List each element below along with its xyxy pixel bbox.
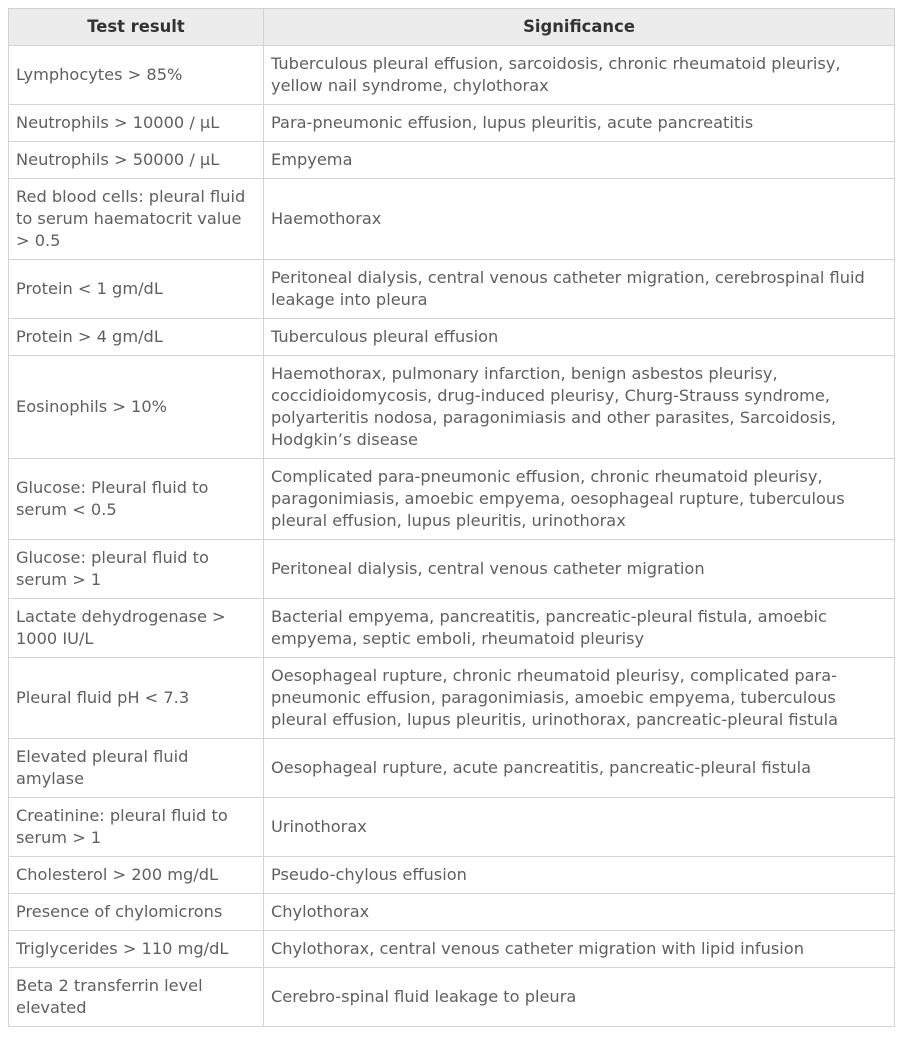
test-result-cell: Cholesterol > 200 mg/dL [9,857,264,894]
table-row [9,319,895,356]
table-row [9,931,895,968]
significance-cell: Empyema [264,142,895,179]
table-row [9,599,895,658]
test-result-cell: Lymphocytes > 85% [9,46,264,105]
significance-cell: Para-pneumonic effusion, lupus pleuritis, acute pancreatitis [264,105,895,142]
table-row [9,798,895,857]
table-header-row [9,9,895,46]
test-result-cell: Glucose: Pleural fluid to serum < 0.5 [9,459,264,540]
significance-cell: Chylothorax, central venous catheter migration with lipid infusion [264,931,895,968]
test-result-cell: Protein < 1 gm/dL [9,260,264,319]
significance-cell: Oesophageal rupture, chronic rheumatoid pleurisy, complicated para-pneumonic effusion, paragonimiasis, amoebic empyema, tuberculous pleural effusion, lupus pleuritis, urinothorax, pancreatic-pleural fistula [264,658,895,739]
significance-cell: Peritoneal dialysis, central venous catheter migration [264,540,895,599]
table-row [9,142,895,179]
significance-cell: Complicated para-pneumonic effusion, chronic rheumatoid pleurisy, paragonimiasis, amoebic empyema, oesophageal rupture, tuberculous pleural effusion, lupus pleuritis, urinothorax [264,459,895,540]
significance-cell: Bacterial empyema, pancreatitis, pancreatic-pleural fistula, amoebic empyema, septic emboli, rheumatoid pleurisy [264,599,895,658]
table-row [9,857,895,894]
significance-cell: Peritoneal dialysis, central venous catheter migration, cerebrospinal fluid leakage into pleura [264,260,895,319]
table-container [8,8,894,1027]
header-test-result: Test result [9,9,264,46]
table-row [9,739,895,798]
test-result-cell: Presence of chylomicrons [9,894,264,931]
table-row [9,894,895,931]
test-result-cell: Red blood cells: pleural fluid to serum haematocrit value > 0.5 [9,179,264,260]
test-result-cell: Triglycerides > 110 mg/dL [9,931,264,968]
test-result-cell: Creatinine: pleural fluid to serum > 1 [9,798,264,857]
table-row [9,356,895,459]
test-result-cell: Beta 2 transferrin level elevated [9,968,264,1027]
table-body [9,46,895,1027]
significance-cell: Urinothorax [264,798,895,857]
table-row [9,658,895,739]
header-significance: Significance [264,9,895,46]
table-row [9,179,895,260]
test-result-cell: Protein > 4 gm/dL [9,319,264,356]
pleural-fluid-table [8,8,895,1027]
significance-cell: Tuberculous pleural effusion [264,319,895,356]
significance-cell: Haemothorax [264,179,895,260]
table-row [9,968,895,1027]
table-row [9,46,895,105]
test-result-cell: Pleural fluid pH < 7.3 [9,658,264,739]
significance-cell: Haemothorax, pulmonary infarction, benign asbestos pleurisy, coccidioidomycosis, drug-induced pleurisy, Churg-Strauss syndrome, polyarteritis nodosa, paragonimiasis and other parasites, Sarcoidosis, Hodgkin’s disease [264,356,895,459]
test-result-cell: Neutrophils > 10000 / µL [9,105,264,142]
test-result-cell: Lactate dehydrogenase > 1000 IU/L [9,599,264,658]
test-result-cell: Glucose: pleural fluid to serum > 1 [9,540,264,599]
significance-cell: Tuberculous pleural effusion, sarcoidosis, chronic rheumatoid pleurisy, yellow nail syndrome, chylothorax [264,46,895,105]
test-result-cell: Elevated pleural fluid amylase [9,739,264,798]
table-row [9,260,895,319]
significance-cell: Chylothorax [264,894,895,931]
table-row [9,105,895,142]
significance-cell: Pseudo-chylous effusion [264,857,895,894]
significance-cell: Cerebro-spinal fluid leakage to pleura [264,968,895,1027]
test-result-cell: Eosinophils > 10% [9,356,264,459]
significance-cell: Oesophageal rupture, acute pancreatitis, pancreatic-pleural fistula [264,739,895,798]
table-row [9,459,895,540]
test-result-cell: Neutrophils > 50000 / µL [9,142,264,179]
table-row [9,540,895,599]
